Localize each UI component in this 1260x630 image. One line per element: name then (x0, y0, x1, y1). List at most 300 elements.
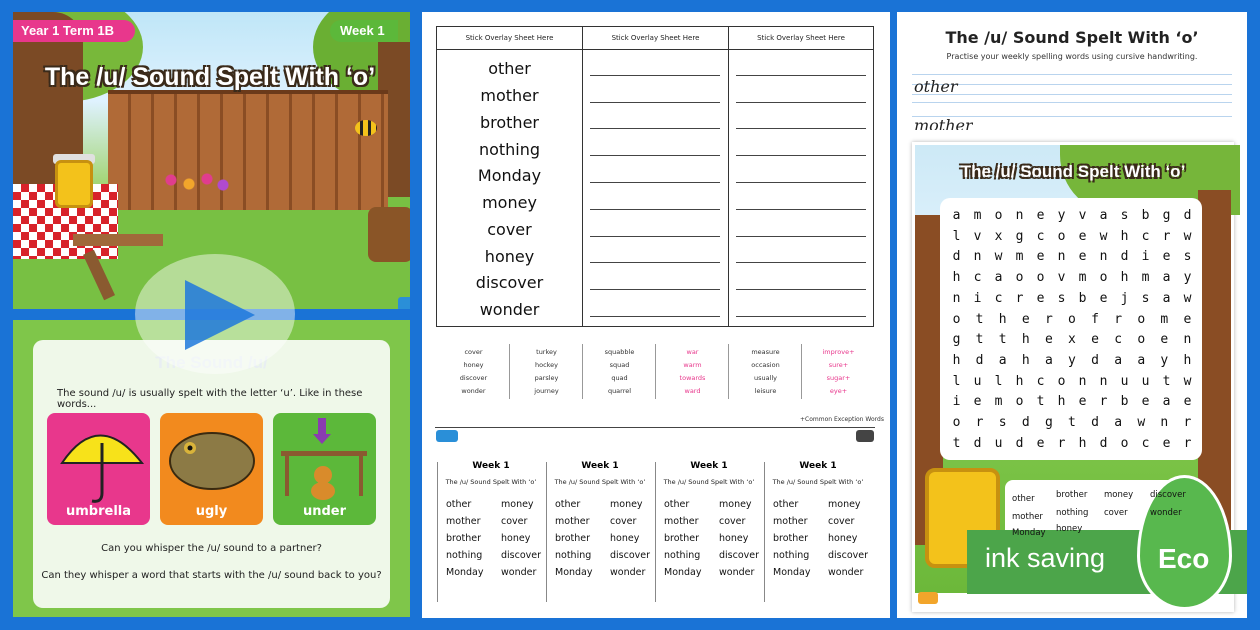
writing-line (736, 289, 866, 290)
week-word: wonder (719, 567, 755, 578)
wordsearch-letter[interactable]: c (1141, 435, 1150, 451)
wordsearch-letter[interactable]: i (952, 394, 961, 410)
wordsearch-letter[interactable]: n (952, 290, 961, 306)
wordsearch-letter[interactable]: y (1057, 208, 1066, 223)
mini-table-cell: war (686, 348, 699, 356)
week-heading: Week 1 (472, 461, 510, 471)
wordsearch-row (946, 270, 1198, 285)
week-word: honey (501, 533, 531, 544)
wordsearch-letter[interactable]: m (1141, 270, 1150, 286)
wordsearch-letter[interactable]: d (1091, 415, 1099, 430)
writing-line (736, 316, 866, 317)
wordsearch-letter[interactable]: b (1120, 394, 1129, 410)
wordsearch-row (946, 394, 1198, 409)
wordsearch-letter[interactable]: d (1021, 415, 1030, 430)
writing-line (736, 262, 866, 263)
word-list-strip (422, 342, 890, 460)
wordsearch-letter[interactable]: h (1120, 228, 1129, 244)
wordsearch-letter[interactable]: e (1160, 332, 1169, 348)
wordsearch-letter[interactable]: e (1036, 435, 1045, 451)
wordsearch-letter[interactable]: d (1120, 249, 1129, 265)
wordsearch-letter[interactable]: t (998, 332, 1007, 348)
honey-jar-illustration (55, 160, 93, 208)
wordsearch-letter[interactable]: r (1099, 394, 1108, 410)
wordsearch-letter[interactable]: w (1183, 373, 1192, 389)
wordsearch-row (946, 353, 1198, 368)
wordsearch-letter[interactable]: a (998, 352, 1007, 368)
wordsearch-letter[interactable]: s (998, 415, 1007, 430)
writing-line (736, 236, 866, 237)
wordsearch-letter[interactable]: r (1015, 290, 1024, 306)
week-word: cover (610, 516, 637, 527)
mini-table-cell: discover (459, 374, 488, 382)
wordsearch-letter[interactable]: o (1015, 270, 1024, 286)
wordsearch-letter[interactable]: e (1183, 311, 1192, 327)
wordsearch-letter[interactable]: e (1044, 332, 1053, 348)
week-subheading: The /u/ Sound Spelt With ‘o’ (554, 478, 646, 486)
grid-divider (582, 26, 583, 327)
wordsearch-letter[interactable]: u (973, 373, 982, 389)
wordsearch-letter[interactable]: o (1068, 311, 1076, 327)
term-badge: Year 1 Term 1B (13, 20, 135, 42)
wordsearch-letter[interactable]: t (975, 311, 984, 327)
mini-table-cell: sure+ (828, 361, 849, 369)
week-word: other (446, 499, 472, 510)
wordsearch-letter[interactable]: r (975, 415, 984, 430)
wordsearch-letter[interactable]: o (1137, 311, 1146, 327)
mini-table-cell: occasion (751, 361, 780, 369)
wordsearch-letter[interactable]: r (1162, 228, 1171, 244)
mini-table-cell: eye+ (829, 387, 848, 395)
writing-line (736, 155, 866, 156)
cursive-word: other (914, 77, 958, 96)
column-header: Stick Overlay Sheet Here (437, 26, 582, 50)
writing-line (736, 209, 866, 210)
wordsearch-letter[interactable]: f (1091, 311, 1099, 327)
wordsearch-title: The /u/ Sound Spelt With ‘o’ (960, 162, 1186, 181)
wordsearch-letter[interactable]: h (952, 352, 961, 368)
wordsearch-letter[interactable]: r (1183, 435, 1192, 451)
mini-table-cell: cover (464, 348, 483, 356)
writing-line (590, 182, 720, 183)
bee-illustration (355, 120, 377, 136)
week-word: money (719, 499, 752, 510)
week-word: nothing (446, 550, 483, 561)
printer-icon (856, 430, 874, 442)
week-word: brother (773, 533, 809, 544)
wordsearch-word: discover (1150, 490, 1186, 500)
spelling-word: money (482, 193, 537, 212)
wordsearch-letter[interactable]: n (1057, 249, 1066, 265)
week-badge: Week 1 (330, 20, 398, 42)
wordsearch-letter[interactable]: w (1137, 415, 1146, 430)
wordsearch-letter[interactable]: o (1057, 373, 1066, 389)
wordsearch-letter[interactable]: e (1099, 290, 1108, 306)
wordsearch-letter[interactable]: t (1162, 373, 1171, 389)
wordsearch-letter[interactable]: d (1183, 208, 1192, 223)
wordsearch-word: nothing (1056, 508, 1089, 518)
wordsearch-letter[interactable]: d (1099, 435, 1108, 451)
week-word: cover (501, 516, 528, 527)
wordsearch-letter[interactable]: n (1099, 373, 1108, 389)
week-word: brother (664, 533, 700, 544)
play-icon[interactable] (185, 280, 255, 350)
week-word: Monday (664, 567, 702, 578)
wordsearch-letter[interactable]: n (1160, 415, 1169, 430)
wordsearch-letter[interactable]: t (952, 435, 961, 451)
mini-table-cell: measure (751, 348, 780, 356)
wordsearch-letter[interactable]: m (973, 208, 982, 223)
toad-icon (160, 413, 263, 503)
wordsearch-letter[interactable]: w (994, 249, 1003, 265)
grid-divider (728, 26, 729, 327)
wordsearch-letter[interactable]: e (1021, 311, 1030, 327)
wordsearch-letter[interactable]: a (1162, 290, 1171, 306)
week-word: Monday (446, 567, 484, 578)
wordsearch-row (946, 291, 1198, 306)
wordsearch-letter[interactable]: r (1044, 311, 1053, 327)
eco-badge: Eco (1158, 543, 1210, 574)
wordsearch-letter[interactable]: s (1183, 249, 1192, 265)
picnic-bench (73, 234, 163, 246)
week-word: discover (501, 550, 542, 561)
week-word: Monday (773, 567, 811, 578)
wordsearch-letter[interactable]: c (973, 270, 982, 286)
umbrella-icon (47, 413, 150, 503)
wordsearch-letter[interactable]: a (1162, 270, 1171, 286)
writing-line (590, 102, 720, 103)
wordsearch-letter[interactable]: y (1183, 270, 1192, 286)
wordsearch-letter[interactable]: v (973, 228, 982, 244)
wordsearch-letter[interactable]: a (952, 208, 961, 223)
wordsearch-letter[interactable]: e (1162, 249, 1171, 265)
wordsearch-letter[interactable]: o (1120, 435, 1129, 451)
wordsearch-letter[interactable]: v (1057, 270, 1066, 286)
spelling-word: mother (480, 86, 539, 105)
wordsearch-letter[interactable]: d (1015, 435, 1024, 451)
guide-line (912, 102, 1232, 103)
wordsearch-letter[interactable]: w (1099, 228, 1108, 244)
writing-line (590, 75, 720, 76)
mini-table-cell: sugar+ (826, 374, 851, 382)
wordsearch-letter[interactable]: a (1114, 415, 1123, 430)
wordsearch-letter[interactable]: g (1015, 228, 1024, 244)
wordsearch-letter[interactable]: w (1183, 228, 1192, 244)
wordsearch-letter[interactable]: n (1183, 332, 1192, 348)
wordsearch-letter[interactable]: e (1141, 394, 1150, 410)
wordsearch-letter[interactable]: s (1141, 290, 1150, 306)
twinkl-logo (918, 592, 938, 604)
week-word: other (664, 499, 690, 510)
wordsearch-letter[interactable]: s (1057, 290, 1066, 306)
wordsearch-letter[interactable]: m (994, 394, 1003, 410)
wordsearch-letter[interactable]: c (994, 290, 1003, 306)
wooden-fence (108, 90, 388, 210)
wordsearch-letter[interactable]: c (1141, 228, 1150, 244)
wordsearch-word: other (1012, 494, 1035, 504)
wordsearch-letter[interactable]: l (952, 228, 961, 244)
week-word: wonder (828, 567, 864, 578)
card-ugly (160, 413, 263, 525)
wordsearch-letter[interactable]: o (1036, 270, 1045, 286)
week-word: nothing (773, 550, 810, 561)
writing-line (590, 128, 720, 129)
week-word: money (828, 499, 861, 510)
wordsearch-letter[interactable]: e (1162, 435, 1171, 451)
wordsearch-letter[interactable]: o (952, 415, 961, 430)
writing-line (590, 209, 720, 210)
wordsearch-letter[interactable]: n (1099, 249, 1108, 265)
spelling-word: nothing (478, 140, 541, 159)
handwriting-subtitle: Practise your weekly spelling words using cursive handwriting. (946, 52, 1198, 61)
week-word: cover (719, 516, 746, 527)
wordsearch-letter[interactable]: h (1021, 332, 1030, 348)
week-word: mother (773, 516, 808, 527)
wordsearch-letter[interactable]: e (1183, 394, 1192, 410)
wordsearch-letter[interactable]: d (1091, 352, 1099, 368)
wordsearch-letter[interactable]: h (998, 311, 1007, 327)
wordsearch-letter[interactable]: n (1015, 208, 1024, 223)
table-teddy-icon (273, 413, 376, 503)
week-word: honey (828, 533, 858, 544)
mini-table-cell: journey (534, 387, 559, 395)
wordsearch-letter[interactable]: a (1099, 208, 1108, 223)
week-heading: Week 1 (799, 461, 837, 471)
week-heading: Week 1 (690, 461, 728, 471)
wordsearch-letter[interactable]: g (1044, 415, 1053, 430)
week-word: mother (664, 516, 699, 527)
wordsearch-letter[interactable]: c (1036, 228, 1045, 244)
wordsearch-letter[interactable]: n (1078, 373, 1087, 389)
wordsearch-letter[interactable]: j (1120, 290, 1129, 306)
wordsearch-letter[interactable]: r (1183, 415, 1192, 430)
wordsearch-letter[interactable]: m (1015, 249, 1024, 265)
wordsearch-letter[interactable]: o (952, 311, 961, 327)
week-word: money (501, 499, 534, 510)
writing-line (590, 262, 720, 263)
intro-text: The sound /u/ is usually spelt with the letter ‘u’. Like in these words... (57, 388, 363, 410)
twinkl-logo (398, 297, 410, 309)
mini-table-cell: ward (684, 387, 701, 395)
mini-table-cell: leisure (754, 387, 777, 395)
wordsearch-letter[interactable]: l (994, 373, 1003, 389)
spelling-word: honey (484, 247, 535, 266)
wordsearch-row (946, 249, 1198, 264)
wordsearch-letter[interactable]: i (1141, 249, 1150, 265)
week-word: mother (446, 516, 481, 527)
card-label-ugly: ugly (195, 504, 228, 519)
week-word: discover (610, 550, 651, 561)
wordsearch-letter[interactable]: o (994, 208, 1003, 223)
card-umbrella (47, 413, 150, 525)
flowers-illustration (161, 170, 231, 200)
wordsearch-letter[interactable]: o (1057, 228, 1066, 244)
wordsearch-letter[interactable]: v (1078, 208, 1087, 223)
wordsearch-letter[interactable]: o (1015, 394, 1024, 410)
wordsearch-letter[interactable]: s (1120, 208, 1129, 223)
wordsearch-letter[interactable]: r (1057, 435, 1066, 451)
wordsearch-letter[interactable]: w (1183, 290, 1192, 306)
week-word: brother (446, 533, 482, 544)
wordsearch-word: Monday (1012, 528, 1046, 538)
week-word: discover (719, 550, 760, 561)
spelling-word: other (488, 59, 531, 78)
wordsearch-letter[interactable]: a (1137, 352, 1146, 368)
guide-line (912, 74, 1232, 75)
wordsearch-letter[interactable]: x (1068, 332, 1076, 348)
writing-line (736, 128, 866, 129)
week-word: wonder (501, 567, 537, 578)
wordsearch-letter[interactable]: h (1078, 435, 1087, 451)
handwriting-title: The /u/ Sound Spelt With ‘o’ (945, 28, 1199, 47)
mini-table-cell: towards (679, 374, 706, 382)
wordsearch-letter[interactable]: r (1114, 311, 1123, 327)
writing-line (590, 236, 720, 237)
column-header: Stick Overlay Sheet Here (583, 26, 728, 50)
wordsearch-word: brother (1056, 490, 1088, 500)
guide-line (912, 84, 1232, 85)
divider-line (435, 427, 875, 428)
slide-heading: The Sound /u/ (155, 353, 268, 372)
card-label-umbrella: umbrella (65, 504, 132, 519)
mini-table-cell: wonder (461, 387, 486, 395)
wordsearch-letter[interactable]: y (1160, 352, 1169, 368)
mini-table-cell: hockey (534, 361, 559, 369)
wordsearch-letter[interactable]: d (973, 435, 982, 451)
wordsearch-word: money (1104, 490, 1134, 500)
wordsearch-letter[interactable]: h (1057, 394, 1066, 410)
tree-trunk-right (1198, 190, 1231, 530)
wordsearch-letter[interactable]: e (1078, 394, 1087, 410)
wordsearch-letter[interactable]: e (1036, 249, 1045, 265)
week-word: other (773, 499, 799, 510)
wordsearch-letter[interactable]: b (1078, 290, 1087, 306)
wordsearch-letter[interactable]: d (952, 249, 961, 265)
question-1: Can you whisper the /u/ sound to a partner? (101, 543, 322, 554)
week-word: discover (828, 550, 869, 561)
wordsearch-letter[interactable]: h (1021, 352, 1030, 368)
wordsearch-letter[interactable]: d (975, 352, 984, 368)
question-2: Can they whisper a word that starts with the /u/ sound back to you? (41, 570, 382, 581)
cursive-word: mother (914, 116, 973, 130)
wordsearch-letter[interactable]: h (1120, 270, 1129, 286)
mini-table-cell: honey (463, 361, 484, 369)
wordsearch-word: wonder (1150, 508, 1182, 518)
column-header: Stick Overlay Sheet Here (729, 26, 873, 50)
wordsearch-letter[interactable]: h (1183, 352, 1192, 368)
wordsearch-letter[interactable]: c (1036, 373, 1045, 389)
wordsearch-letter[interactable]: l (952, 373, 961, 389)
wordsearch-letter[interactable]: a (994, 270, 1003, 286)
wordsearch-row (946, 374, 1198, 389)
week-subheading: The /u/ Sound Spelt With ‘o’ (772, 478, 864, 486)
wordsearch-letter[interactable]: i (973, 290, 982, 306)
twinkl-logo (436, 430, 458, 442)
week-word: wonder (610, 567, 646, 578)
week-word: mother (555, 516, 590, 527)
wordsearch-letter[interactable]: t (1068, 415, 1076, 430)
writing-line (736, 182, 866, 183)
wordsearch-letter[interactable]: h (1015, 373, 1024, 389)
wordsearch-letter[interactable]: g (1162, 208, 1171, 223)
card-under (273, 413, 376, 525)
guide-line (912, 94, 1232, 95)
spelling-word: cover (487, 220, 532, 239)
week-subheading: The /u/ Sound Spelt With ‘o’ (445, 478, 537, 486)
wordsearch-letter[interactable]: e (973, 394, 982, 410)
mini-table-cell: usually (753, 374, 778, 382)
wordsearch-letter[interactable]: t (1036, 394, 1045, 410)
week-word: cover (828, 516, 855, 527)
eco-text: ink saving (985, 543, 1106, 573)
wordsearch-word: honey (1056, 524, 1083, 534)
wordsearch-letter[interactable]: a (1114, 352, 1123, 368)
wordsearch-letter[interactable]: h (952, 270, 961, 286)
mini-table-cell: parsley (534, 374, 559, 382)
wordsearch-letter[interactable]: u (994, 435, 1003, 451)
wordsearch-letter[interactable]: e (1078, 249, 1087, 265)
wordsearch-letter[interactable]: u (1141, 373, 1150, 389)
writing-line (590, 289, 720, 290)
wordsearch-letter[interactable]: o (1099, 270, 1108, 286)
mini-table-cell: quad (611, 374, 628, 382)
spelling-word: brother (479, 113, 539, 132)
wordsearch-letter[interactable]: u (1120, 373, 1129, 389)
mini-table-cell: warm (683, 361, 702, 369)
week-word: nothing (555, 550, 592, 561)
wordsearch-letter[interactable]: e (1036, 208, 1045, 223)
week-word: honey (719, 533, 749, 544)
wordsearch-letter[interactable]: a (1162, 394, 1171, 410)
wordsearch-letter[interactable]: e (1078, 228, 1087, 244)
wordsearch-letter[interactable]: n (973, 249, 982, 265)
mini-table-cell: turkey (536, 348, 557, 356)
spelling-word: discover (475, 273, 544, 292)
wordsearch-row (946, 436, 1198, 451)
spelling-word: Monday (477, 166, 542, 185)
wordsearch-letter[interactable]: x (994, 228, 1003, 244)
writing-line (590, 316, 720, 317)
wordsearch-letter[interactable]: e (1036, 290, 1045, 306)
wordsearch-letter[interactable]: c (1114, 332, 1123, 348)
wordsearch-letter[interactable]: e (1091, 332, 1099, 348)
wordsearch-letter[interactable]: y (1068, 352, 1076, 368)
week-word: Monday (555, 567, 593, 578)
exception-footnote: +Common Exception Words (800, 416, 884, 423)
mini-table-cell: squabble (604, 348, 635, 356)
wordsearch-letter[interactable]: t (975, 332, 984, 348)
spelling-word: wonder (479, 300, 540, 319)
wordsearch-letter[interactable]: m (1160, 311, 1169, 327)
mini-table-cell: squad (609, 361, 630, 369)
wordsearch-row (946, 332, 1198, 347)
week-subheading: The /u/ Sound Spelt With ‘o’ (663, 478, 755, 486)
wordsearch-letter[interactable]: o (1137, 332, 1146, 348)
writing-line (590, 155, 720, 156)
week-heading: Week 1 (581, 461, 619, 471)
wordsearch-letter[interactable]: a (1044, 352, 1053, 368)
card-label-under: under (302, 504, 347, 519)
writing-line (736, 102, 866, 103)
wordsearch-letter[interactable]: b (1141, 208, 1150, 223)
mini-table-cell: quarrel (607, 387, 632, 395)
wordsearch-row (946, 415, 1198, 430)
wordsearch-letter[interactable]: g (952, 332, 961, 348)
wordsearch-word: cover (1104, 508, 1128, 518)
wordsearch-letter[interactable]: m (1078, 270, 1087, 286)
week-word: money (610, 499, 643, 510)
slide-title: The /u/ Sound Spelt With ‘o’ (44, 63, 376, 91)
